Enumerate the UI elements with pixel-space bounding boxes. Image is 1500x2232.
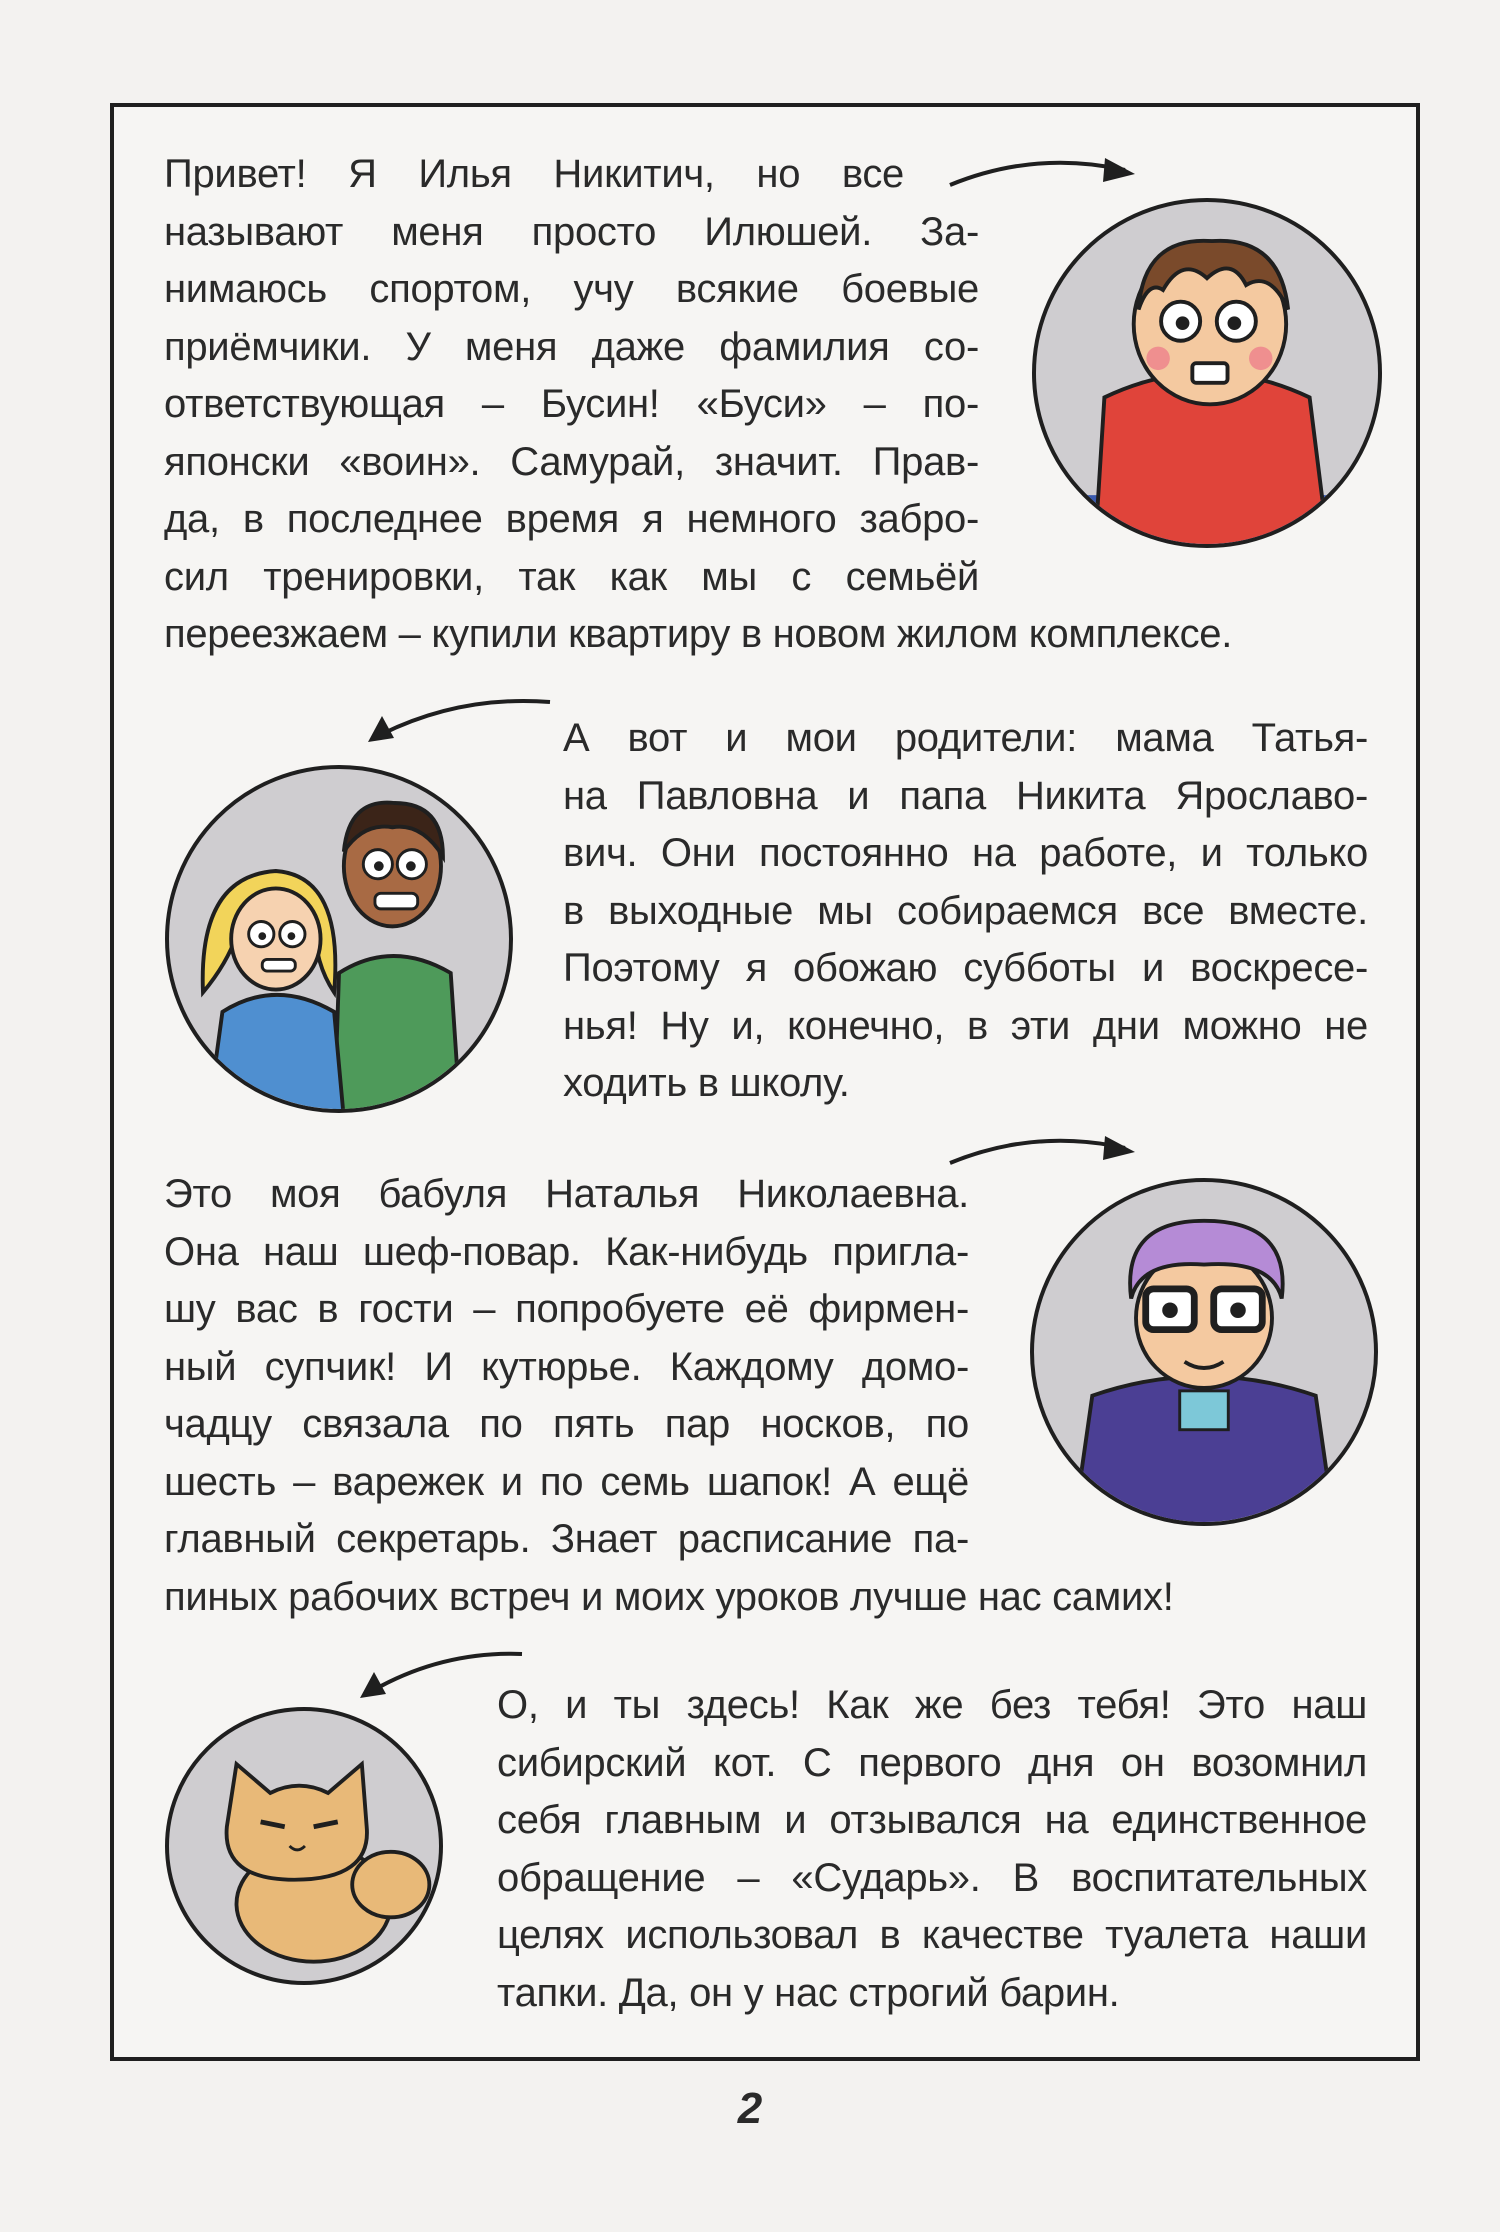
text-line: на Павловна и папа Никита Ярославо- [563, 773, 1368, 818]
text-line: ходить в школу. [563, 1061, 850, 1105]
text-line: называют меня просто Илюшей. За- [164, 209, 979, 254]
text-line: Она наш шеф-повар. Как-нибудь пригла- [164, 1229, 969, 1274]
page-number: 2 [737, 2084, 763, 2133]
text-line: сибирский кот. С первого дня он возомнил [497, 1740, 1367, 1785]
granny-portrait [1030, 1178, 1378, 1526]
text-line: Привет! Я Илья Никитич, но все [164, 152, 904, 196]
text-line: приёмчики. У меня даже фамилия со- [164, 324, 979, 369]
parents-paragraph [563, 710, 1368, 1113]
text-line: главный секретарь. Знает расписание па- [164, 1517, 969, 1561]
arrow-left-icon [352, 1646, 532, 1706]
boy-illustration [1036, 202, 1378, 544]
text-line: японски «воин». Самурай, значит. Прав- [164, 439, 979, 484]
text-line: вич. Они постоянно на работе, и только [563, 831, 1368, 875]
cat-illustration [169, 1711, 439, 1981]
cat-paragraph [497, 1677, 1367, 2022]
text-line: О, и ты здесь! Как же без тебя! Это наш [497, 1683, 1367, 1727]
text-line: нимаюсь спортом, учу всякие боевые [164, 267, 979, 311]
text-line: пиных рабочих встреч и моих уроков лучше нас самих! [164, 1574, 1174, 1619]
text-line: целях использовал в качестве туалета наши [497, 1913, 1367, 1957]
boy-portrait [1032, 198, 1382, 548]
arrow-right-icon [945, 1128, 1145, 1178]
granny-illustration [1034, 1182, 1374, 1522]
text-line: переезжаем – купили квартиру в новом жилом комплексе. [164, 612, 1233, 656]
text-line: да, в последнее время я немного забро- [164, 497, 979, 541]
cat-portrait [165, 1707, 443, 1985]
text-line: шу вас в гости – попробуете её фирмен- [164, 1287, 969, 1331]
parents-portrait [165, 765, 513, 1113]
text-line: чадцу связала по пять пар носков, по [164, 1402, 969, 1446]
text-line: шесть – варежек и по семь шапок! А ещё [164, 1459, 969, 1504]
granny-paragraph [164, 1166, 1174, 1626]
arrow-right-icon [945, 150, 1145, 200]
text-line: ный супчик! И кутюрье. Каждому домо- [164, 1344, 969, 1389]
text-line: сил тренировки, так как мы с семьёй [164, 554, 979, 599]
arrow-left-icon [360, 690, 560, 750]
text-line: в выходные мы собираемся все вместе. [563, 888, 1368, 933]
text-line: обращение – «Сударь». В воспитательных [497, 1855, 1367, 1900]
text-line: себя главным и отзывался на единственное [497, 1798, 1367, 1842]
text-line: Это моя бабуля Наталья Николаевна. [164, 1172, 969, 1216]
text-line: ответствующая – Бусин! «Буси» – по- [164, 382, 979, 426]
text-line: нья! Ну и, конечно, в эти дни можно не [563, 1003, 1368, 1048]
text-line: тапки. Да, он у нас строгий барин. [497, 1970, 1120, 2015]
parents-illustration [169, 769, 509, 1109]
text-line: А вот и мои родители: мама Татья- [563, 716, 1368, 760]
text-line: Поэтому я обожаю субботы и воскресе- [563, 946, 1368, 990]
